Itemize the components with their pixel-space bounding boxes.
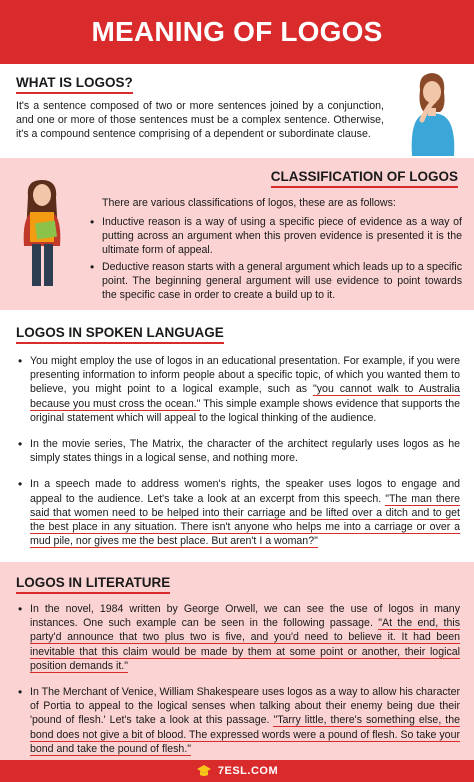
spoken-item1-quote: "you cannot walk to Australia because you must cross the ocean." <box>30 383 460 410</box>
footer-brand[interactable]: 7ESL.COM <box>217 765 279 777</box>
what-text: It's a sentence composed of two or more sentences joined by a conjunction, and one or more of those sentences must be a complex sentence. Otherwise, it's a compound sentence comprising of a dependent or subordinate clause. <box>16 100 384 141</box>
literature-item1-quote: "At the end, this party'd announce that two plus two is five, and you'd need to believe it. It had been inevitable that this claim would be made by them at some point or another, their logical position demands it." <box>30 617 461 672</box>
literature-item2-quote: "Tarry little, there's something else, the bond does not give a bit of blood. The expressed words were a pound of flesh. So take your bond and take the pound of flesh." <box>30 714 460 755</box>
list-item <box>16 477 460 548</box>
literature-item1-text: In the novel, 1984 written by George Orwell, we can see the use of logos in many instances. One such example can be seen in the following passage. <box>30 603 460 630</box>
spoken-heading: LOGOS IN SPOKEN LANGUAGE <box>16 325 224 344</box>
list-item: • In the movie series, The Matrix, the character of the architect regularly uses logos as he simply states things in a logical sense, and nothing more. <box>16 437 460 465</box>
spoken-item3-text: In a speech made to address women's rights, the speaker uses logos to engage and appeal to the audience. Let's take a look at an excerpt from this speech. <box>30 478 460 505</box>
literature-heading: LOGOS IN LITERATURE <box>16 575 170 594</box>
section-spoken-language <box>0 310 474 562</box>
page-title: MEANING OF LOGOS <box>91 16 383 47</box>
list-item: • Inductive reason is a way of using a specific piece of evidence as a way of putting across an argument when this proven evidence is presented it is the ultimate form of appeal. <box>88 215 462 258</box>
spoken-item3-quote: "The man there said that women need to be helped into their carriage and be lifted over a ditch and to get the best place in any situation. There isn't anyone who helps me into a carriage or over a mud pile, nor gives me the best place. But aren't I a woman?" <box>30 492 461 548</box>
literature-item2-text: In The Merchant of Venice, William Shakespeare uses logos as a way to allow his character of Portia to appeal to the logical senses when talking about their enemy being due their 'pound of flesh.' Let's take a look at this passage. <box>30 686 460 727</box>
spoken-list <box>16 354 460 548</box>
classification-intro: There are various classifications of logos, these are as follows: <box>102 197 396 209</box>
graduation-cap-icon <box>196 764 212 778</box>
student-girl-illustration <box>10 176 78 290</box>
literature-list <box>16 602 460 756</box>
classification-heading: CLASSIFICATION OF LOGOS <box>271 169 458 188</box>
section-literature <box>0 562 474 760</box>
page-header <box>0 0 474 64</box>
what-heading: WHAT IS LOGOS? <box>16 75 133 94</box>
footer <box>0 760 474 782</box>
list-item: • Deductive reason starts with a general argument which leads up to a specific point. The beginning general argument will use evidence to point towards the specific case in order to create a build up to it. <box>88 260 462 303</box>
classification-list <box>88 215 462 302</box>
list-item <box>16 685 460 756</box>
list-item <box>16 354 460 425</box>
list-item <box>16 602 460 673</box>
spoken-item1-text: You might employ the use of logos in an educational presentation. For example, if you were presenting information to inform people about a specific topic, of which you wanted them to believe, you might point to a logical example, such as <box>30 355 460 396</box>
spoken-item1-text-end: This simple example shows evidence that supports the original statement which will appeal to the logical thinking of the audience. <box>30 397 460 424</box>
thinking-woman-illustration <box>400 68 464 156</box>
section-classification <box>0 158 474 310</box>
section-what-is-logos <box>0 64 474 158</box>
